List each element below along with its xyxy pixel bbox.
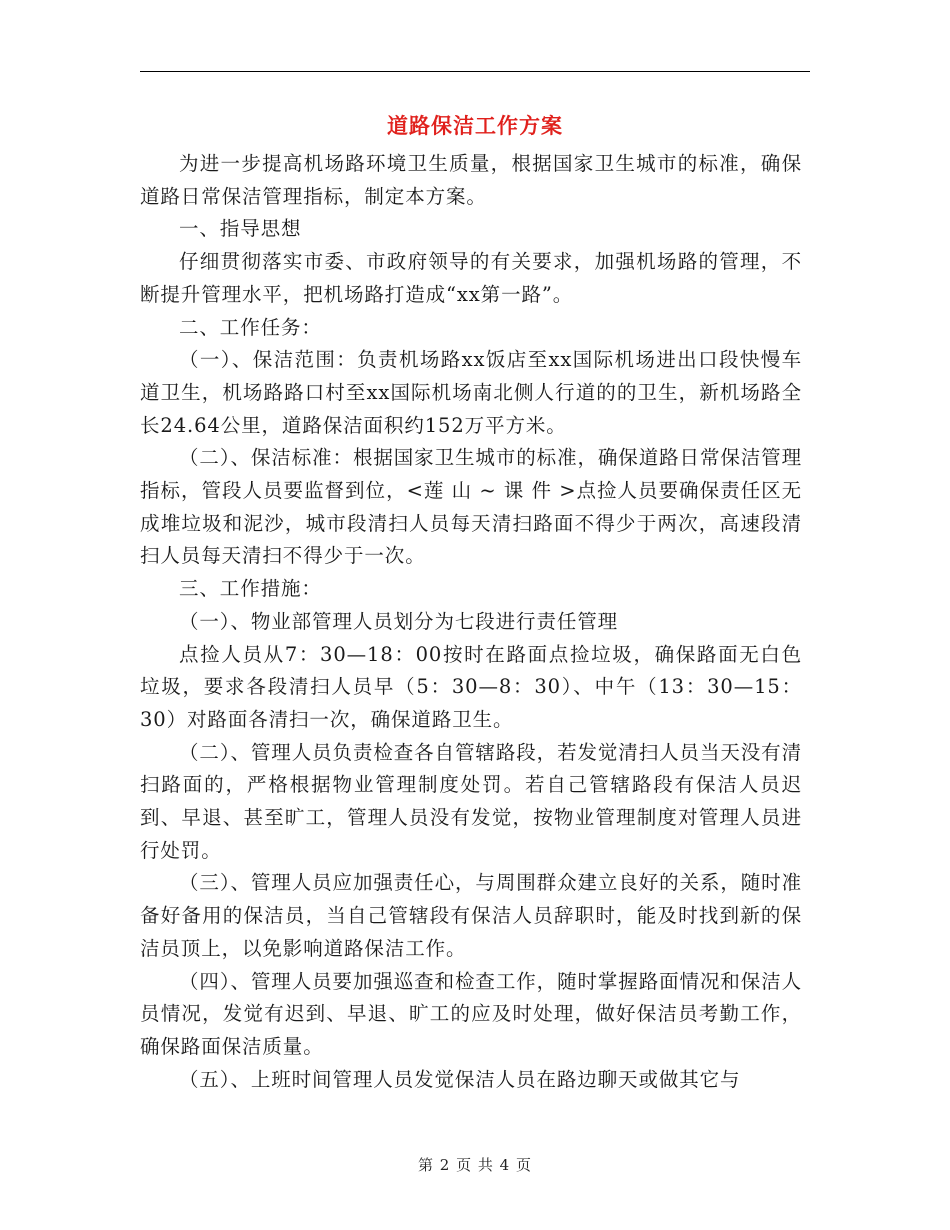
- measure-3: （三）、管理人员应加强责任心，与周围群众建立良好的关系，随时准备好备用的保洁员，当自己管辖段有保洁人员辞职时，能及时找到新的保洁员顶上，以免影响道路保洁工作。: [140, 871, 802, 960]
- section-heading-work-tasks: 二、工作任务：: [179, 315, 322, 339]
- header-rule: [140, 71, 810, 72]
- task-cleaning-standard: （二）、保洁标准：根据国家卫生城市的标准，确保道路日常保洁管理指标，管段人员要监督到位，<莲 山 ~ 课 件 >点捡人员要确保责任区无成堆垃圾和泥沙，城市段清扫人员每天清扫路面不得少于两次，高速段清扫人员每天清扫不得少于一次。: [140, 446, 802, 568]
- document-body: [140, 148, 802, 1096]
- section-heading-guiding-ideology: 一、指导思想: [179, 217, 302, 241]
- intro-paragraph: 为进一步提高机场路环境卫生质量，根据国家卫生城市的标准，确保道路日常保洁管理指标，制定本方案。: [140, 152, 802, 208]
- task-cleaning-scope: （一）、保洁范围：负责机场路xx饭店至xx国际机场进出口段快慢车道卫生，机场路路口村至xx国际机场南北侧人行道的的卫生，新机场路全长24.64公里，道路保洁面积约152万平方米。: [140, 348, 802, 437]
- page-number-footer: 第 2 页 共 4 页: [418, 1156, 532, 1174]
- measure-1-schedule: 点捡人员从7：30—18：00按时在路面点捡垃圾，确保路面无白色垃圾，要求各段清扫人员早（5：30—8：30）、中午（13：30—15：30）对路面各清扫一次，确保道路卫生。: [140, 642, 802, 731]
- document-title: 道路保洁工作方案: [387, 113, 563, 138]
- measure-1-heading: （一）、物业部管理人员划分为七段进行责任管理: [179, 609, 619, 633]
- guiding-ideology-paragraph: 仔细贯彻落实市委、市政府领导的有关要求，加强机场路的管理，不断提升管理水平，把机场路打造成“xx第一路”。: [140, 250, 802, 306]
- section-heading-work-measures: 三、工作措施：: [179, 577, 322, 601]
- measure-5: （五）、上班时间管理人员发觉保洁人员在路边聊天或做其它与: [179, 1067, 741, 1091]
- measure-4: （四）、管理人员要加强巡查和检查工作，随时掌握路面情况和保洁人员情况，发觉有迟到、早退、旷工的应及时处理，做好保洁员考勤工作，确保路面保洁质量。: [140, 969, 802, 1058]
- measure-2: （二）、管理人员负责检查各自管辖路段，若发觉清扫人员当天没有清扫路面的，严格根据物业管理制度处罚。若自己管辖路段有保洁人员迟到、早退、甚至旷工，管理人员没有发觉，按物业管理制度对管理人员进行处罚。: [140, 740, 802, 862]
